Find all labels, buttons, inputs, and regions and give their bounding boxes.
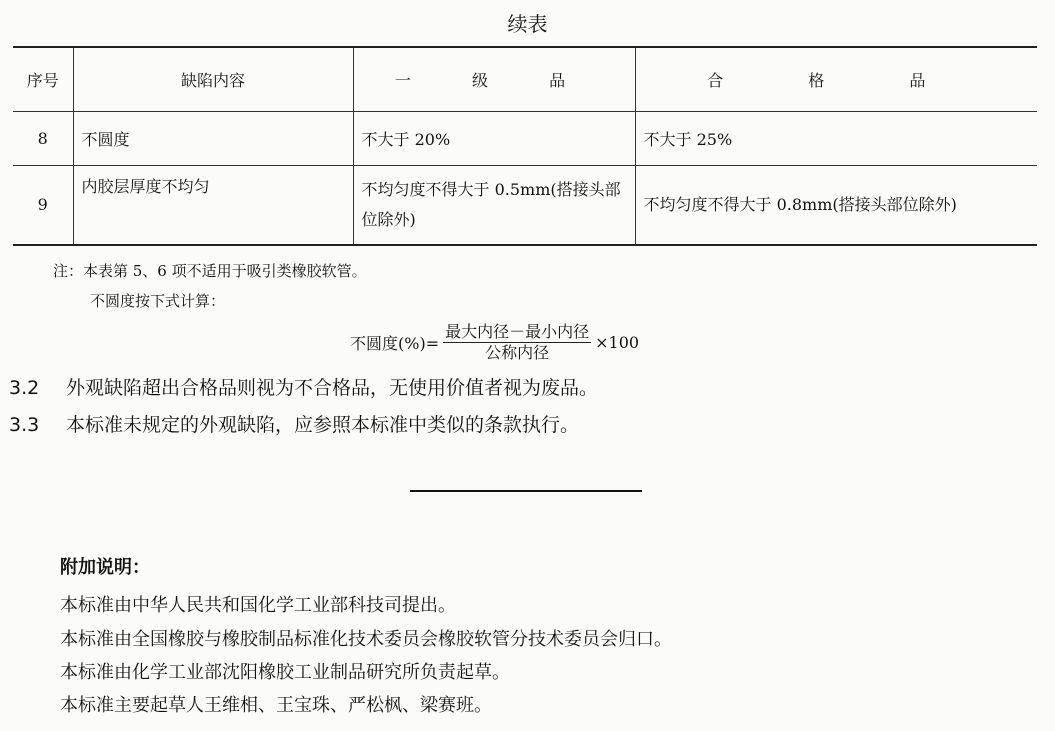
- note-calculation-intro: 不圆度按下式计算：: [90, 292, 226, 310]
- clause-number: 3.2: [9, 377, 40, 399]
- table-row: [13, 166, 1037, 246]
- formula-fraction: [443, 322, 591, 363]
- formula-rhs: ×100: [595, 333, 640, 352]
- qualified-cell: 不均匀度不得大于 0.8mm(搭接头部位除外): [635, 166, 1037, 246]
- clause-3-2: [9, 373, 598, 400]
- formula-denominator: 公称内径: [485, 343, 550, 362]
- defect-table: [13, 46, 1037, 246]
- defect-cell: 内胶层厚度不均匀: [73, 166, 353, 246]
- additional-line: 本标准由化学工业部沈阳橡胶工业制品研究所负责起草。: [60, 662, 510, 683]
- header-first-grade: 一 级 品: [353, 47, 635, 112]
- qualified-cell: 不大于 25%: [635, 112, 1037, 166]
- clause-number: 3.3: [9, 414, 40, 436]
- out-of-roundness-formula: [350, 322, 639, 363]
- first-grade-cell: 不均匀度不得大于 0.5mm(搭接头部位除外): [353, 166, 635, 246]
- header-qualified: 合 格 品: [635, 47, 1037, 112]
- formula-lhs: 不圆度(%)=: [350, 334, 440, 353]
- header-no: 序号: [13, 47, 73, 112]
- additional-line: 本标准由全国橡胶与橡胶制品标准化技术委员会橡胶软管分技术委员会归口。: [60, 629, 672, 650]
- table-continued-title: 续表: [507, 12, 548, 36]
- defect-cell: 不圆度: [73, 112, 353, 166]
- header-defect: 缺陷内容: [73, 47, 353, 112]
- first-grade-cell: 不大于 20%: [353, 112, 635, 166]
- formula-numerator: 最大内径－最小内径: [445, 322, 590, 341]
- additional-notes-heading: 附加说明：: [60, 557, 150, 578]
- clause-text: 外观缺陷超出合格品则视为不合格品，无使用价值者视为废品。: [66, 377, 599, 399]
- additional-line: 本标准由中华人民共和国化学工业部科技司提出。: [60, 595, 456, 616]
- row-number: 8: [13, 112, 73, 166]
- table-row: [13, 112, 1037, 166]
- end-divider: [410, 490, 642, 492]
- additional-line: 本标准主要起草人王维相、王宝珠、严松枫、梁赛班。: [60, 695, 492, 716]
- table-note: 注：本表第 5、6 项不适用于吸引类橡胶软管。: [53, 262, 367, 280]
- clause-3-3: [9, 410, 579, 437]
- table-header-row: [13, 47, 1037, 112]
- clause-text: 本标准未规定的外观缺陷，应参照本标准中类似的条款执行。: [66, 414, 580, 436]
- row-number: 9: [13, 166, 73, 246]
